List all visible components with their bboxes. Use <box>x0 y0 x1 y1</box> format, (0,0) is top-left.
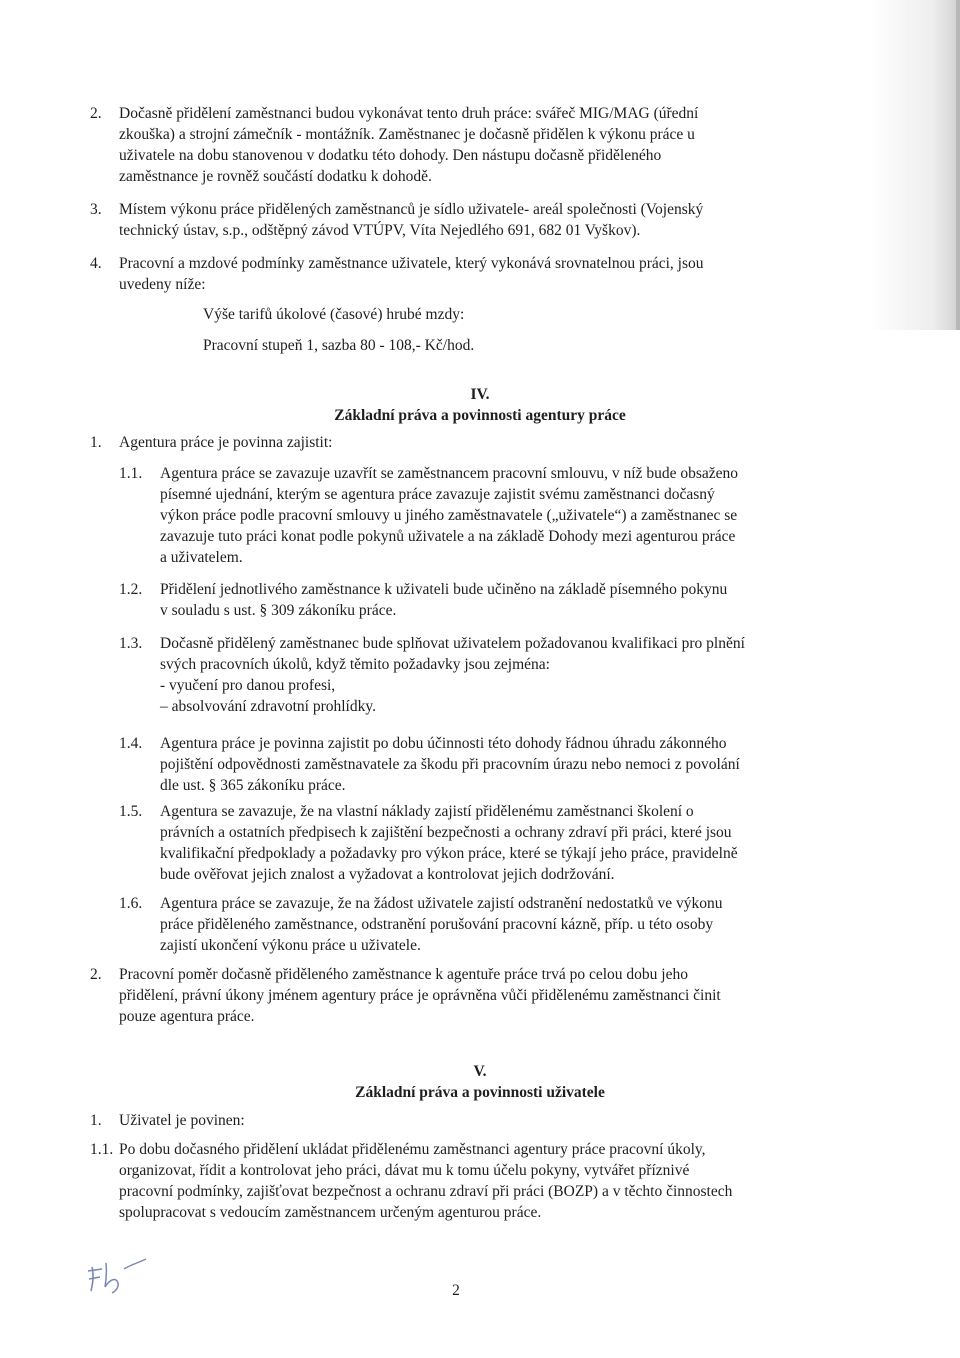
paragraph-1-1 <box>160 463 821 568</box>
paragraph-1-6 <box>160 893 821 956</box>
paragraph-1-5 <box>160 801 821 885</box>
text-line: spolupracovat s vedoucím zaměstnancem určeným agenturou práce. <box>119 1204 542 1221</box>
paragraph-item-3 <box>119 199 821 241</box>
text-line: zaměstnance je rovněž součástí dodatku k dohodě. <box>119 168 432 185</box>
sub-number: 1.4. <box>119 735 143 752</box>
item-number: 1. <box>90 434 102 451</box>
text-line: právních a ostatních předpisech k zajištění bezpečnosti a ochrany zdraví při práci, které jsou <box>160 824 732 841</box>
paragraph-v-1-1 <box>119 1139 821 1223</box>
text-line: a uživatelem. <box>160 549 243 566</box>
item-number: 2. <box>90 105 102 122</box>
section-v-item-1: Uživatel je povinen: <box>119 1112 245 1129</box>
text-line: práce přiděleného zaměstnance, odstranění porušování pracovní kázně, příp. u této osoby <box>160 916 714 933</box>
text-line: Pracovní poměr dočasně přiděleného zaměstnance k agentuře práce trvá po celou dobu jeho <box>119 966 688 983</box>
text-line: Agentura práce je povinna zajistit po dobu účinnosti této dohody řádnou úhradu zákonného <box>160 735 727 752</box>
text-line: písemné ujednání, kterým se agentura práce zavazuje zajistit svému zaměstnanci dočasný <box>160 486 715 503</box>
text-line: Agentura se zavazuje, že na vlastní náklady zajistí přidělenému zaměstnanci školení o <box>160 803 694 820</box>
text-line: zajistí ukončení výkonu práce u uživatele. <box>160 937 421 954</box>
paragraph-item-4 <box>119 253 821 295</box>
text-line: přidělení, právní úkony jménem agentury práce je oprávněna vůči přidělenému zaměstnanci činit <box>119 987 721 1004</box>
page-number: 2 <box>452 1282 460 1299</box>
paragraph-1-4 <box>160 733 821 796</box>
text-line: pouze agentura práce. <box>119 1008 255 1025</box>
text-line: Po dobu dočasného přidělení ukládat přidělenému zaměstnanci agentury práce pracovní úkoly, <box>119 1141 706 1158</box>
text-line: zkouška) a strojní zámečník - montážník. Zaměstnanec je dočasně přidělen k výkonu práce u <box>119 126 695 143</box>
section-iv-title: Základní práva a povinnosti agentury práce <box>334 407 626 424</box>
sub-number: 1.1. <box>119 465 143 482</box>
paragraph-iv-2 <box>119 964 821 1027</box>
sub-number: 1.3. <box>119 635 143 652</box>
section-iv-item-1: Agentura práce je povinna zajistit: <box>119 434 333 451</box>
text-line: uživatele na dobu stanovenou v dodatku této dohody. Den nástupu dočasně přiděleného <box>119 147 662 164</box>
text-line: zavazuje tuto práci konat podle pokynů uživatele a na základě Dohody mezi agenturou práce <box>160 528 736 545</box>
scan-edge-line <box>956 0 960 330</box>
sub-number: 1.1. <box>90 1141 114 1158</box>
sub-number: 1.2. <box>119 581 143 598</box>
text-line: pojištění odpovědnosti zaměstnavatele za škodu při pracovním úrazu nebo nemoci z povolání <box>160 756 740 773</box>
item-number: 2. <box>90 966 102 983</box>
text-line: svých pracovních úkolů, když těmito požadavky jsou zejména: <box>160 656 550 673</box>
section-iv-numeral: IV. <box>470 386 490 403</box>
item-number: 1. <box>90 1112 102 1129</box>
sub-number: 1.6. <box>119 895 143 912</box>
text-line: kvalifikační předpoklady a požadavky pro výkon práce, které se týkají jeho práce, pravidelně <box>160 845 738 862</box>
paragraph-item-2 <box>119 103 821 187</box>
text-line: Místem výkonu práce přidělených zaměstnanců je sídlo uživatele- areál společnosti (Vojenský <box>119 201 704 218</box>
text-line: dle ust. § 365 zákoníku práce. <box>160 777 346 794</box>
paragraph-1-3 <box>160 633 821 717</box>
wage-heading: Výše tarifů úkolové (časové) hrubé mzdy: <box>203 306 465 323</box>
text-line: Dočasně přidělený zaměstnanec bude splňovat uživatelem požadovanou kvalifikaci pro plnění <box>160 635 745 652</box>
text-line: - vyučení pro danou profesi, <box>160 677 336 694</box>
text-line: organizovat, řídit a kontrolovat jeho práci, dávat mu k tomu účelu pokyny, vytvářet příznivé <box>119 1162 690 1179</box>
text-line: technický ústav, s.p., odštěpný závod VTÚPV, Víta Nejedlého 691, 682 01 Vyškov). <box>119 222 641 239</box>
item-number: 4. <box>90 255 102 272</box>
text-line: – absolvování zdravotní prohlídky. <box>160 698 376 715</box>
scan-shadow <box>870 0 960 330</box>
text-line: v souladu s ust. § 309 zákoníku práce. <box>160 602 397 619</box>
text-line: Agentura práce se zavazuje, že na žádost uživatele zajistí odstranění nedostatků ve výkonu <box>160 895 723 912</box>
text-line: Pracovní a mzdové podmínky zaměstnance uživatele, který vykonává srovnatelnou práci, jsou <box>119 255 704 272</box>
text-line: Dočasně přidělení zaměstnanci budou vykonávat tento druh práce: svářeč MIG/MAG (úřední <box>119 105 699 122</box>
text-line: bude ověřovat jejich znalost a vyžadovat a kontrolovat jejich dodržování. <box>160 866 615 883</box>
wage-rate: Pracovní stupeň 1, sazba 80 - 108,- Kč/hod. <box>203 337 475 354</box>
text-line: uvedeny níže: <box>119 276 206 293</box>
item-number: 3. <box>90 201 102 218</box>
text-line: Agentura práce se zavazuje uzavřít se zaměstnancem pracovní smlouvu, v níž bude obsaženo <box>160 465 738 482</box>
text-line: pracovní podmínky, zajišťovat bezpečnost a ochranu zdraví při práci (BOZP) a v těchto činnostech <box>119 1183 733 1200</box>
sub-number: 1.5. <box>119 803 143 820</box>
text-line: Přidělení jednotlivého zaměstnance k uživateli bude učiněno na základě písemného pokynu <box>160 581 728 598</box>
section-v-title: Základní práva a povinnosti uživatele <box>355 1084 605 1101</box>
text-line: výkon práce podle pracovní smlouvy u jiného zaměstnavatele („uživatele“) a zaměstnanec se <box>160 507 738 524</box>
paragraph-1-2 <box>160 579 821 621</box>
section-v-numeral: V. <box>473 1063 487 1080</box>
